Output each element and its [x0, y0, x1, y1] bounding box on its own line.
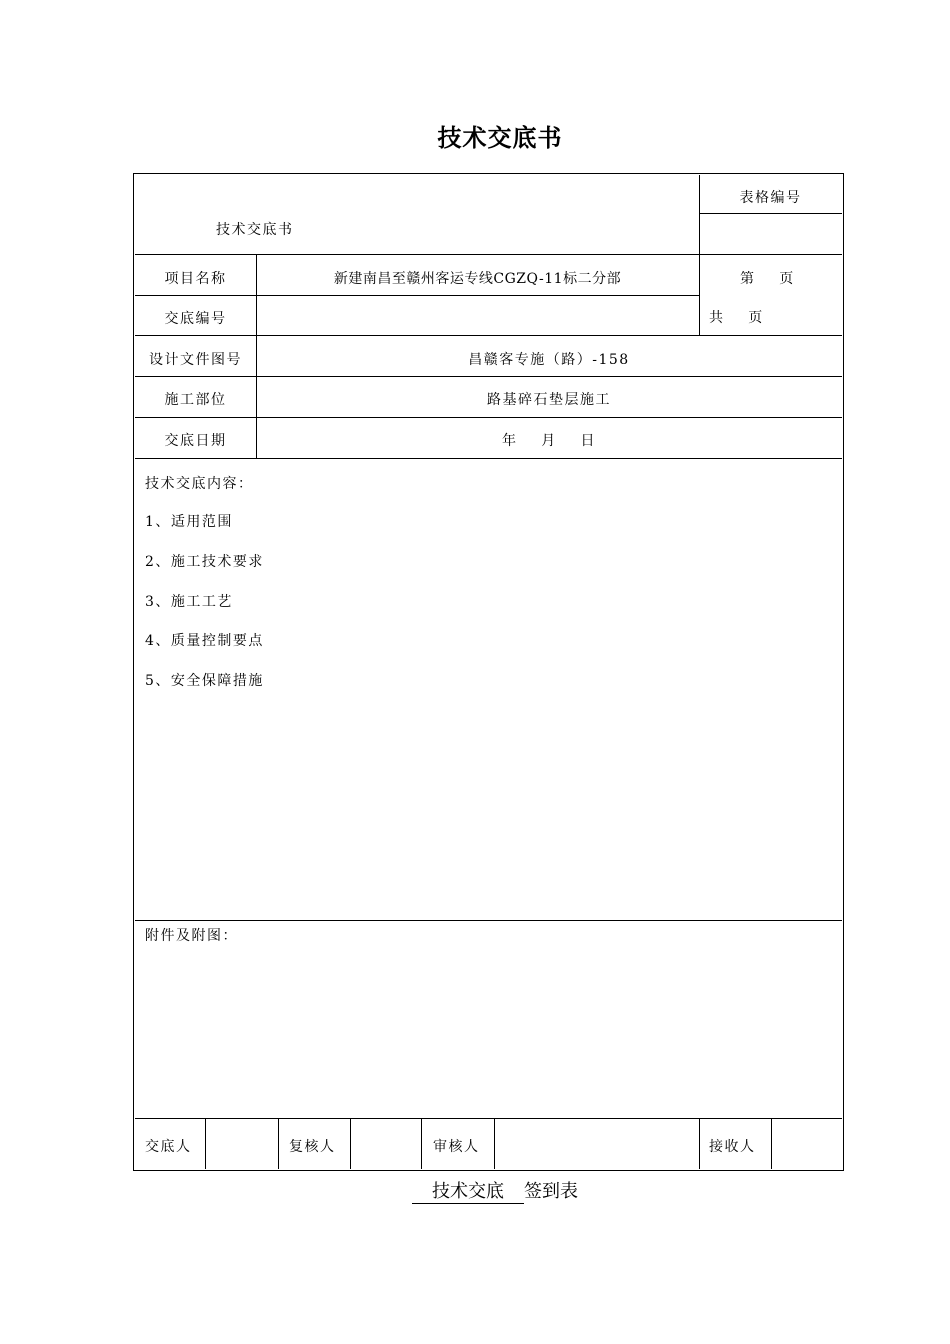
project-name-value[interactable]: 新建南昌至赣州客运专线CGZQ-11标二分部	[333, 271, 622, 287]
divider	[350, 1118, 351, 1169]
date-label: 交底日期	[164, 433, 227, 449]
divider	[278, 1118, 279, 1169]
divider	[494, 1118, 495, 1169]
divider	[135, 920, 842, 921]
content-item: 3、施工工艺	[145, 594, 233, 610]
receiver-label: 接收人	[709, 1139, 756, 1155]
divider	[135, 1118, 842, 1119]
construction-part-label: 施工部位	[164, 392, 227, 408]
page-number-label: 第 页	[740, 271, 795, 287]
divider	[135, 458, 842, 459]
content-item: 1、适用范围	[145, 514, 233, 530]
auditor-label: 审核人	[433, 1139, 480, 1155]
divider	[135, 295, 699, 296]
total-pages-label: 共 页	[709, 310, 764, 326]
divider	[135, 417, 842, 418]
design-doc-value[interactable]: 昌赣客专施（路）-158	[468, 352, 630, 368]
divider	[135, 335, 842, 336]
sign-sheet-title	[0, 1177, 950, 1204]
content-item: 4、质量控制要点	[145, 633, 264, 649]
divider	[135, 376, 842, 377]
form-number-label: 表格编号	[739, 190, 802, 206]
sign-sheet-underlined: 技术交底	[412, 1177, 524, 1204]
page-title: 技术交底书	[437, 124, 563, 152]
form-label: 技术交底书	[216, 222, 294, 238]
design-doc-label: 设计文件图号	[149, 352, 242, 368]
sign-sheet-rest: 签到表	[524, 1181, 578, 1202]
discloser-label: 交底人	[145, 1139, 192, 1155]
attachments-heading: 附件及附图：	[145, 928, 238, 944]
divider	[699, 213, 842, 214]
construction-part-value[interactable]: 路基碎石垫层施工	[487, 392, 611, 408]
reviewer-label: 复核人	[289, 1139, 336, 1155]
divider	[135, 254, 842, 255]
content-item: 2、施工技术要求	[145, 554, 264, 570]
divider	[421, 1118, 422, 1169]
project-name-label: 项目名称	[164, 271, 227, 287]
divider	[771, 1118, 772, 1169]
content-item: 5、安全保障措施	[145, 673, 264, 689]
disclosure-number-label: 交底编号	[164, 311, 227, 327]
date-value[interactable]: 年 月 日	[501, 433, 597, 449]
divider	[699, 1118, 700, 1169]
content-heading: 技术交底内容：	[145, 476, 254, 492]
divider	[205, 1118, 206, 1169]
